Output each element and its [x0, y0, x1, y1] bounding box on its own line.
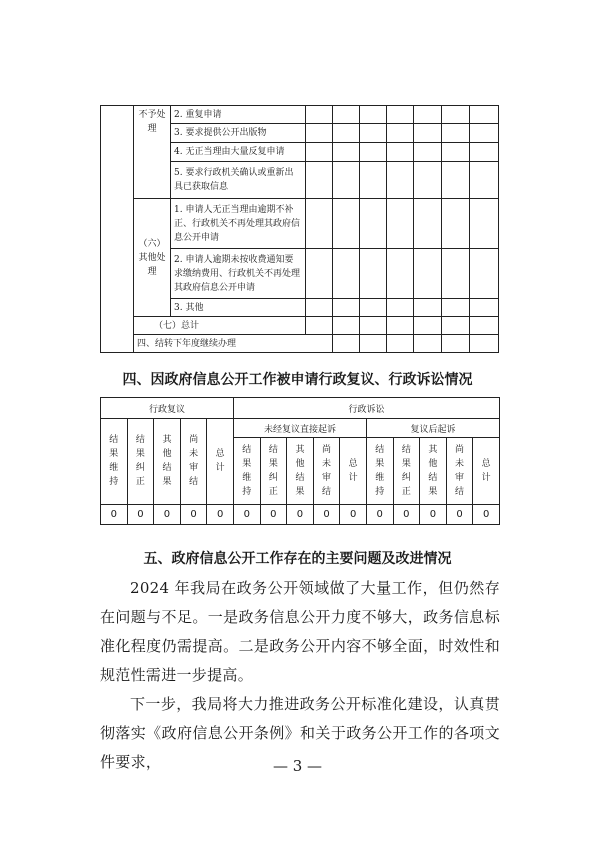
border-patch: [100, 328, 101, 346]
value-cell: 0: [207, 504, 234, 524]
review-litigation-table: [100, 397, 500, 525]
admin-review-header: 行政复议: [101, 398, 234, 419]
total-row-label: （七）总计: [134, 317, 306, 335]
post-col-other: 其他结果: [420, 438, 447, 505]
direct-col-corrected: 结果纠正: [260, 438, 287, 505]
section5-heading: 五、政府信息公开工作存在的主要问题及改进情况: [143, 551, 452, 567]
direct-col-pending: 尚未审结: [313, 438, 340, 505]
direct-col-other: 其他结果: [287, 438, 314, 505]
value-cell: 0: [127, 504, 154, 524]
item-duplicate-application: 2. 重复申请: [171, 106, 306, 124]
value-cell: 0: [420, 504, 447, 524]
item-repeated-application: 4. 无正当理由大量反复申请: [171, 143, 306, 162]
value-cell: 0: [287, 504, 314, 524]
review-col-pending: 尚未审结: [180, 419, 207, 505]
value-cell: 0: [366, 504, 393, 524]
section4-heading: 四、因政府信息公开工作被申请行政复议、行政诉讼情况: [122, 372, 473, 388]
item-other: 3. 其他: [171, 299, 306, 317]
direct-col-upheld: 结果维持: [233, 438, 260, 505]
application-disposition-table: [100, 105, 499, 353]
value-cell: 0: [313, 504, 340, 524]
item-publication-request: 3. 要求提供公开出版物: [171, 124, 306, 143]
value-cell: 0: [233, 504, 260, 524]
post-col-total: 总计: [473, 438, 500, 505]
value-cell: 0: [101, 504, 128, 524]
post-col-pending: 尚未审结: [446, 438, 473, 505]
admin-litigation-header: 行政诉讼: [233, 398, 499, 419]
review-col-upheld: 结果维持: [101, 419, 128, 505]
review-col-total: 总计: [207, 419, 234, 505]
paragraph-problems: 2024 年我局在政务公开领域做了大量工作，但仍然存在问题与不足。一是政务信息公开力度不够大，政务信息标准化程度仍需提高。二是政务公开内容不够全面，时效性和规范性需进一步提高。: [100, 579, 500, 684]
carry-over-row-label: 四、结转下年度继续办理: [134, 335, 333, 353]
value-cell: 0: [473, 504, 500, 524]
item-reconfirm-request: 5. 要求行政机关确认或重新出具已获取信息: [171, 162, 306, 199]
empty-left-column: [101, 106, 134, 353]
value-cell: 0: [340, 504, 367, 524]
category-other-processing: （六） 其他处理: [134, 199, 171, 317]
value-cell: 0: [446, 504, 473, 524]
category-not-processed: 不予处 理: [134, 106, 171, 199]
post-review-suit-header: 复议后起诉: [366, 419, 499, 438]
review-col-other: 其他结果: [154, 419, 181, 505]
post-col-corrected: 结果纠正: [393, 438, 420, 505]
value-cell: 0: [260, 504, 287, 524]
value-cell: 0: [154, 504, 181, 524]
page-number: — 3 —: [272, 757, 323, 775]
direct-col-total: 总计: [340, 438, 367, 505]
item-overdue-fee: 2. 申请人逾期未按收费通知要求缴纳费用、行政机关不再处理其政府信息公开申请: [171, 249, 306, 299]
value-cell: 0: [180, 504, 207, 524]
value-cell: 0: [393, 504, 420, 524]
paragraph-next-steps: 下一步，我局将大力推进政务公开标准化建设，认真贯彻落实《政府信息公开条例》和关于政务公开工作的各项文件要求，: [100, 695, 500, 771]
direct-suit-header: 未经复议直接起诉: [233, 419, 366, 438]
item-overdue-supplement: 1. 申请人无正当理由逾期不补正、行政机关不再处理其政府信息公开申请: [171, 199, 306, 249]
post-col-upheld: 结果维持: [366, 438, 393, 505]
review-col-corrected: 结果纠正: [127, 419, 154, 505]
